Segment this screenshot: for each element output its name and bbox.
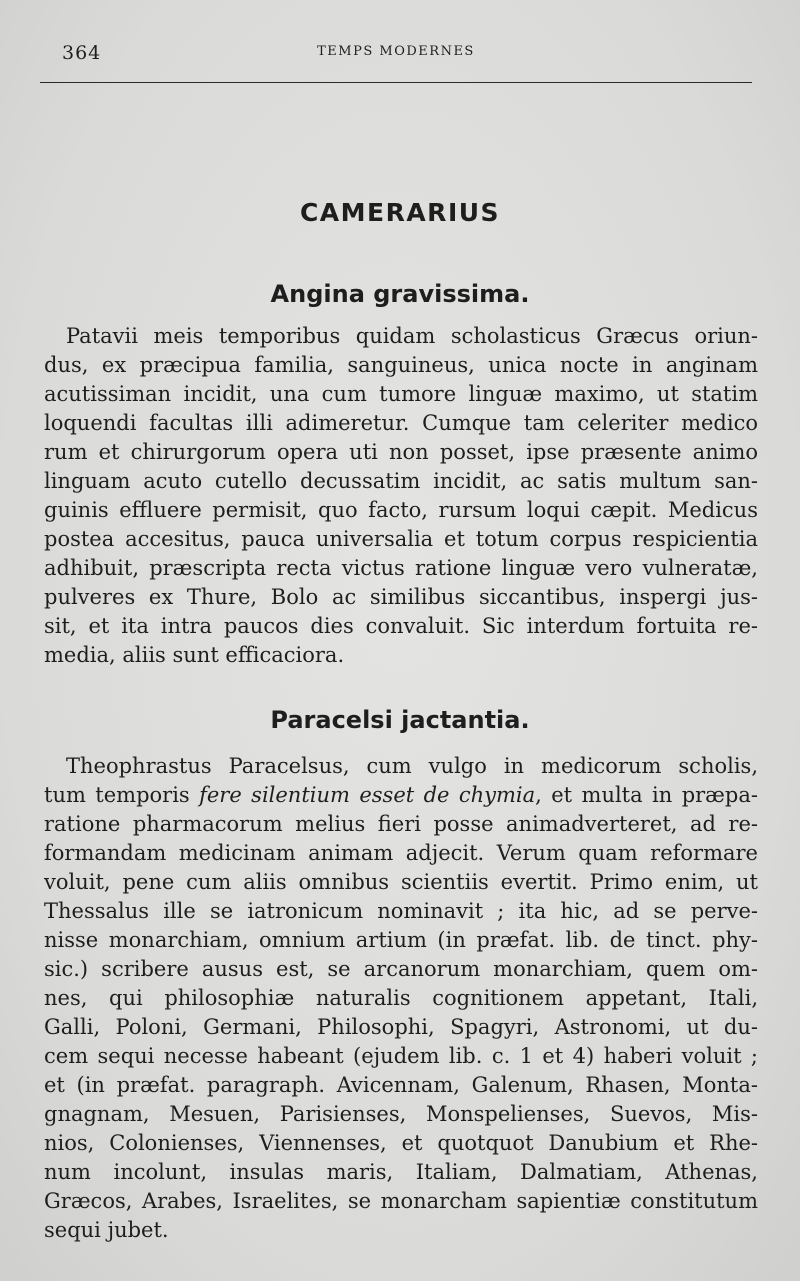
section1-paragraph bbox=[44, 322, 758, 670]
text-line: rum et chirurgorum opera uti non posset, ipse præsente animo bbox=[44, 440, 758, 464]
section2-heading: Paracelsi jactantia. bbox=[270, 706, 530, 734]
header-rule bbox=[40, 82, 752, 83]
text-fragment: , et multa in præpa- bbox=[535, 783, 758, 807]
text-line: Galli, Poloni, Germani, Philosophi, Spagyri, Astronomi, ut du- bbox=[44, 1015, 758, 1039]
text-line: linguam acuto cutello decussatim incidit, ac satis multum san- bbox=[44, 469, 758, 493]
text-line: nes, qui philosophiæ naturalis cognitionem appetant, Itali, bbox=[44, 986, 758, 1010]
italic-phrase: fere silentium esset de chymia bbox=[199, 783, 536, 807]
text-line: ratione pharmacorum melius fieri posse animadverteret, ad re- bbox=[44, 812, 758, 836]
text-line: num incolunt, insulas maris, Italiam, Dalmatiam, Athenas, bbox=[44, 1160, 758, 1184]
text-line: et (in præfat. paragraph. Avicennam, Galenum, Rhasen, Monta- bbox=[44, 1073, 758, 1097]
text-line: sit, et ita intra paucos dies convaluit. Sic interdum fortuita re- bbox=[44, 614, 758, 638]
running-head: TEMPS MODERNES bbox=[317, 44, 475, 59]
text-line: pulveres ex Thure, Bolo ac similibus siccantibus, inspergi jus- bbox=[44, 585, 758, 609]
text-line: cem sequi necesse habeant (ejudem lib. c. 1 et 4) haberi voluit ; bbox=[44, 1044, 758, 1068]
text-line: voluit, pene cum aliis omnibus scientiis evertit. Primo enim, ut bbox=[44, 870, 758, 894]
text-line: loquendi facultas illi adimeretur. Cumque tam celeriter medico bbox=[44, 411, 758, 435]
section1-heading: Angina gravissima. bbox=[270, 280, 530, 308]
text-line: guinis effluere permisit, quo facto, rursum loqui cæpit. Medicus bbox=[44, 498, 758, 522]
text-line: media, aliis sunt efficaciora. bbox=[44, 643, 345, 667]
section-title: CAMERARIUS bbox=[299, 198, 501, 227]
text-line: nisse monarchiam, omnium artium (in præfat. lib. de tinct. phy- bbox=[44, 928, 758, 952]
text-line: Græcos, Arabes, Israelites, se monarcham sapientiæ constitutum bbox=[44, 1189, 758, 1213]
text-line: gnagnam, Mesuen, Parisienses, Monspelienses, Suevos, Mis- bbox=[44, 1102, 758, 1126]
text-line: Patavii meis temporibus quidam scholasticus Græcus oriun- bbox=[66, 324, 758, 348]
text-line bbox=[44, 781, 758, 810]
text-line: dus, ex præcipua familia, sanguineus, unica nocte in anginam bbox=[44, 353, 758, 377]
page-number: 364 bbox=[62, 42, 102, 64]
text-line: acutissiman incidit, una cum tumore linguæ maximo, ut statim bbox=[44, 382, 758, 406]
text-line: postea accesitus, pauca universalia et totum corpus respicientia bbox=[44, 527, 758, 551]
page-header bbox=[40, 38, 752, 68]
text-line: formandam medicinam animam adjecit. Verum quam reformare bbox=[44, 841, 758, 865]
section2-paragraph bbox=[44, 752, 758, 1245]
text-fragment: tum temporis bbox=[44, 783, 200, 807]
text-line: nios, Colonienses, Viennenses, et quotquot Danubium et Rhe- bbox=[44, 1131, 758, 1155]
text-line: adhibuit, præscripta recta victus ratione linguæ vero vulneratæ, bbox=[44, 556, 758, 580]
text-line: Theophrastus Paracelsus, cum vulgo in medicorum scholis, bbox=[66, 754, 758, 778]
text-line: sic.) scribere ausus est, se arcanorum monarchiam, quem om- bbox=[44, 957, 758, 981]
text-line: Thessalus ille se iatronicum nominavit ; ita hic, ad se perve- bbox=[44, 899, 758, 923]
text-line: sequi jubet. bbox=[44, 1218, 169, 1242]
